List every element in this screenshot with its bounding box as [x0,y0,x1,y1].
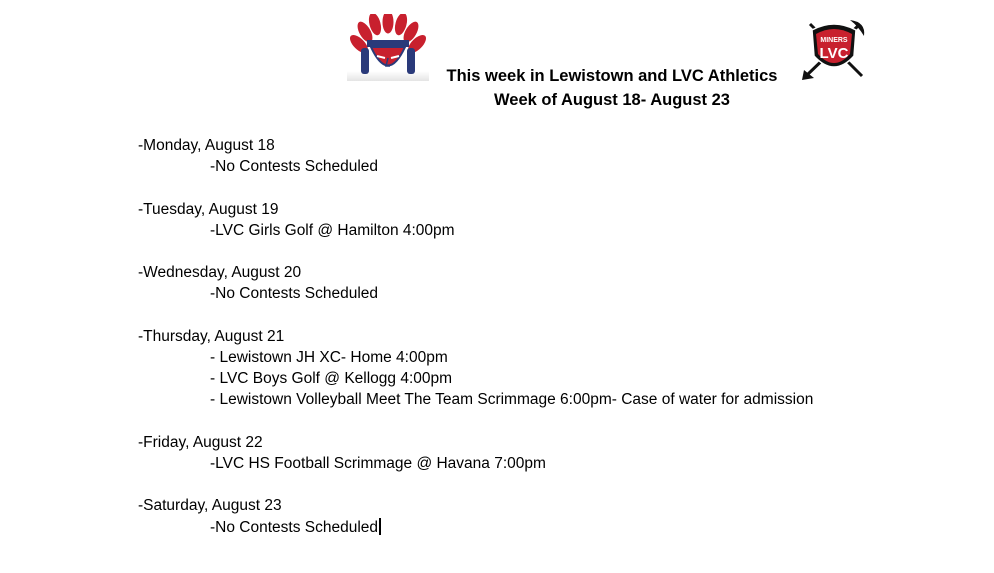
event-item: -No Contests Scheduled [210,158,379,176]
event-item: - Lewistown JH XC- Home 4:00pm [210,348,448,366]
title-block [430,64,794,112]
text-cursor [379,518,381,535]
day-friday [138,432,813,474]
event-item-last[interactable] [138,517,813,538]
day-label: -Wednesday, August 20 [138,264,302,282]
logo-miners-text: MINERS [820,37,848,44]
event-item: -No Contests Scheduled [210,285,379,303]
day-label: -Friday, August 22 [138,433,263,451]
page-title: This week in Lewistown and LVC Athletics [446,67,778,85]
page-subtitle: Week of August 18- August 23 [494,91,730,109]
day-thursday [138,326,813,411]
event-item: -LVC HS Football Scrimmage @ Havana 7:00pm [210,454,546,472]
day-monday [138,135,813,177]
day-label: -Monday, August 18 [138,137,275,154]
event-item: - LVC Boys Golf @ Kellogg 4:00pm [210,370,453,388]
lvc-miners-logo [800,16,868,80]
day-label: -Tuesday, August 19 [138,200,279,218]
miners-shield-icon [800,16,868,80]
day-wednesday [138,262,813,304]
event-item: - Lewistown Volleyball Meet The Team Scrimmage 6:00pm- Case of water for admission [210,391,814,409]
headdress-icon [347,14,429,81]
indian-head-logo [347,14,429,81]
schedule-list [138,135,813,559]
event-item: -LVC Girls Golf @ Hamilton 4:00pm [210,221,455,239]
day-saturday [138,495,813,537]
logo-lvc-text: LVC [819,45,849,62]
day-tuesday [138,199,813,241]
day-label: -Saturday, August 23 [138,497,282,515]
day-label: -Thursday, August 21 [138,327,285,345]
event-text: -No Contests Scheduled [210,518,379,536]
